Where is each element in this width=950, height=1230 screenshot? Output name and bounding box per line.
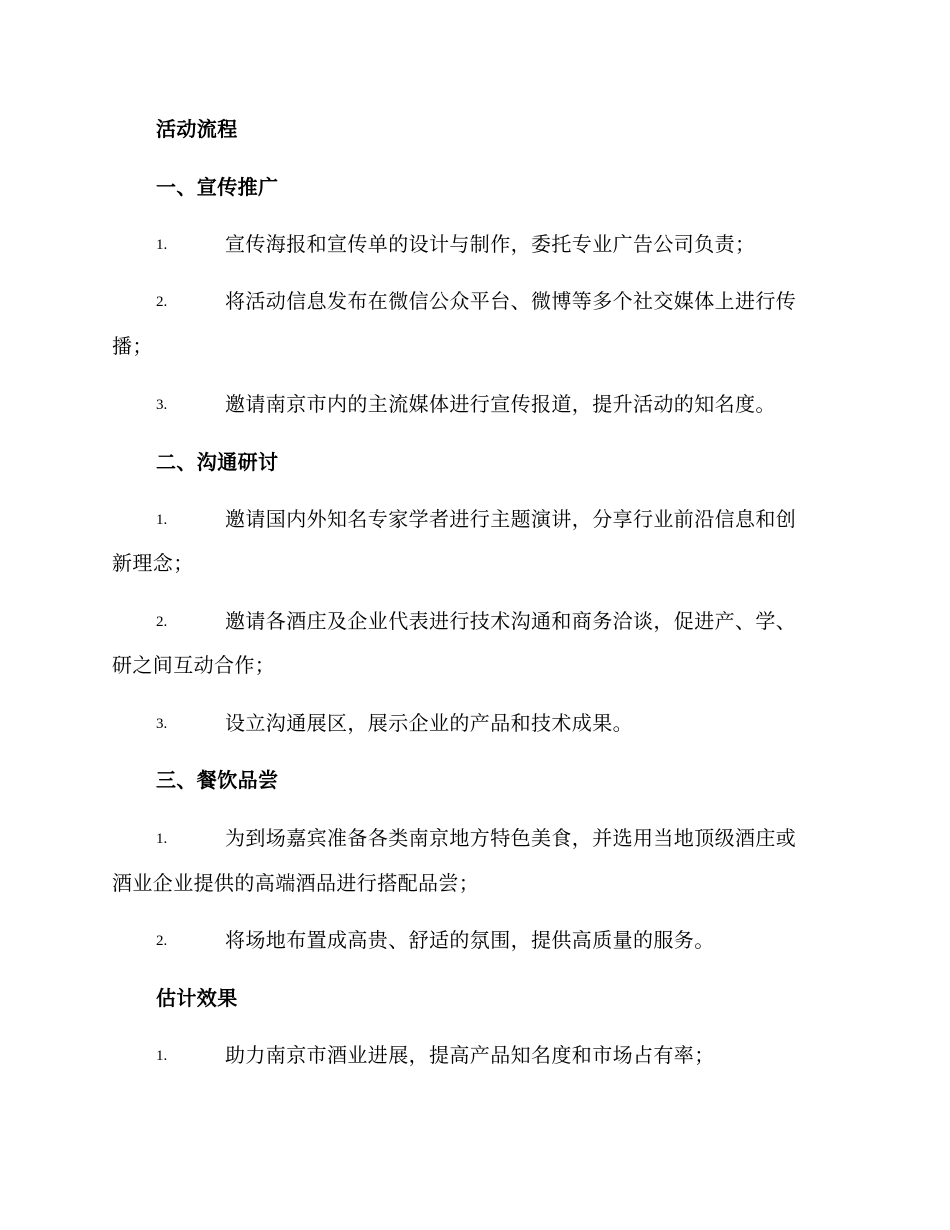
list-item-number: 1. bbox=[156, 831, 168, 847]
list-item-text-continued: 研之间互动合作； bbox=[112, 653, 276, 677]
section-heading-promotion: 一、宣传推广 bbox=[156, 175, 279, 199]
list-item-number: 2. bbox=[156, 614, 168, 630]
list-item-number: 1. bbox=[156, 237, 168, 253]
list-item-text: 邀请国内外知名专家学者进行主题演讲，分享行业前沿信息和创 bbox=[225, 507, 797, 531]
list-item-number: 3. bbox=[156, 397, 168, 413]
list-item-text: 助力南京市酒业进展，提高产品知名度和市场占有率； bbox=[225, 1043, 715, 1067]
section-heading-discussion: 二、沟通研讨 bbox=[156, 450, 279, 474]
list-item-text: 将活动信息发布在微信公众平台、微博等多个社交媒体上进行传 bbox=[225, 289, 797, 313]
list-item-text: 宣传海报和宣传单的设计与制作，委托专业广告公司负责； bbox=[225, 232, 756, 256]
list-item-text-continued: 酒业企业提供的高端酒品进行搭配品尝； bbox=[112, 871, 480, 895]
list-item-text: 邀请各酒庄及企业代表进行技术沟通和商务洽谈，促进产、学、 bbox=[225, 609, 797, 633]
list-item-number: 3. bbox=[156, 716, 168, 732]
section-heading-effects: 估计效果 bbox=[156, 986, 238, 1010]
document-title: 活动流程 bbox=[156, 117, 238, 141]
list-item-text-continued: 播； bbox=[112, 334, 153, 358]
list-item-text: 将场地布置成高贵、舒适的氛围，提供高质量的服务。 bbox=[225, 928, 715, 952]
list-item-number: 2. bbox=[156, 933, 168, 949]
list-item-text: 邀请南京市内的主流媒体进行宣传报道，提升活动的知名度。 bbox=[225, 392, 776, 416]
list-item-number: 2. bbox=[156, 294, 168, 310]
list-item-text: 设立沟通展区，展示企业的产品和技术成果。 bbox=[225, 711, 633, 735]
list-item-text-continued: 新理念； bbox=[112, 551, 194, 575]
list-item-number: 1. bbox=[156, 512, 168, 528]
list-item-number: 1. bbox=[156, 1048, 168, 1064]
section-heading-catering: 三、餐饮品尝 bbox=[156, 768, 279, 792]
list-item-text: 为到场嘉宾准备各类南京地方特色美食，并选用当地顶级酒庄或 bbox=[225, 826, 797, 850]
